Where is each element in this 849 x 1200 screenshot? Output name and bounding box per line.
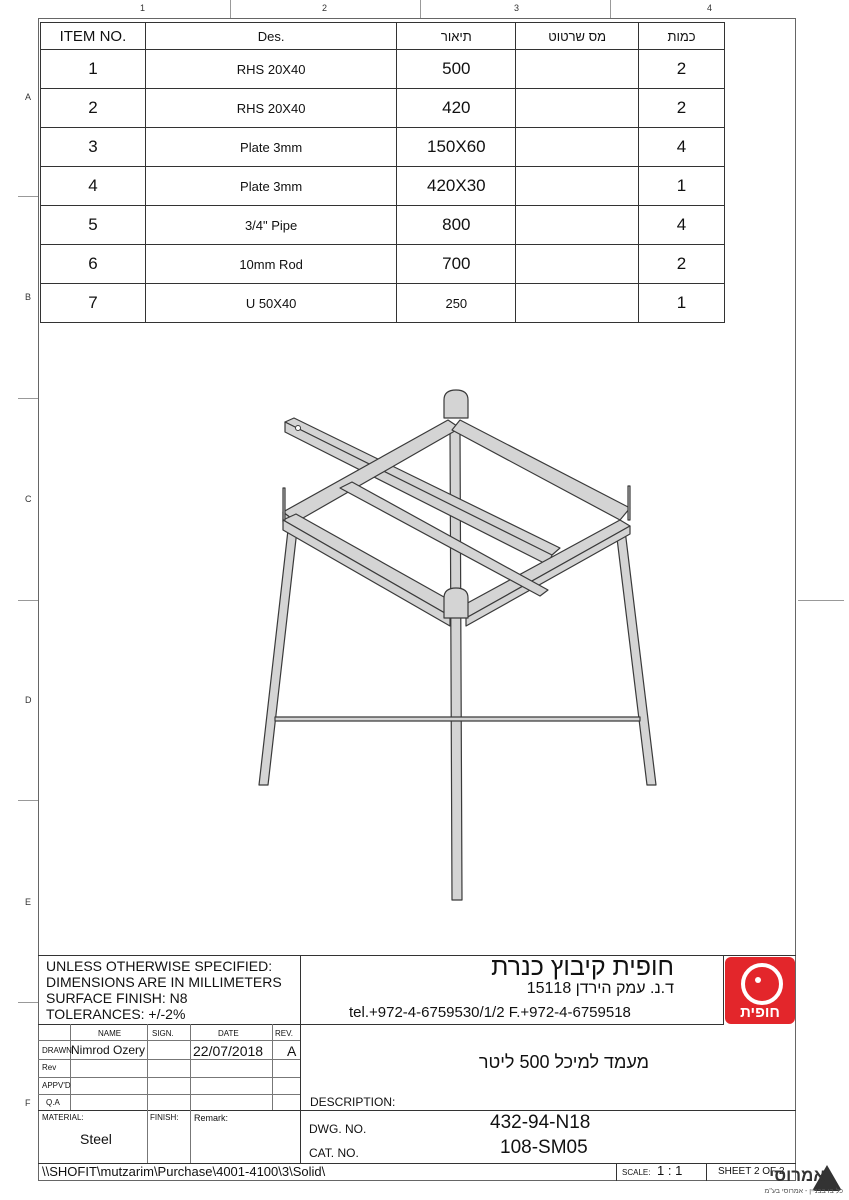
sig-label-rev: Rev — [42, 1063, 57, 1072]
frame-rail — [452, 420, 630, 520]
sig-header-rev: REV. — [275, 1029, 293, 1038]
drawn-by-name: Nimrod Ozery — [71, 1043, 146, 1057]
finish-label: FINISH: — [150, 1113, 179, 1122]
description-label: DESCRIPTION: — [310, 1095, 396, 1109]
zone-row-e: E — [25, 897, 32, 907]
bom-description: 700 — [397, 245, 516, 284]
bom-qty: 1 — [639, 167, 725, 206]
tb-line — [70, 1024, 71, 1110]
bom-description: 150X60 — [397, 128, 516, 167]
sig-label-qa: Q.A — [46, 1098, 60, 1107]
cat-no-label: CAT. NO. — [309, 1146, 359, 1160]
corner-plate — [444, 390, 468, 418]
bom-item-no: 4 — [41, 167, 146, 206]
company-name: חופית קיבוץ כנרת — [491, 953, 674, 981]
bom-des: RHS 20X40 — [145, 50, 397, 89]
bom-description: 500 — [397, 50, 516, 89]
tb-line — [38, 1040, 300, 1041]
tb-line — [38, 955, 796, 956]
bom-header-quantity: כמות — [639, 23, 725, 50]
logo-text: חופית — [740, 1004, 780, 1021]
sig-header-sign: SIGN. — [152, 1029, 174, 1038]
material-value: Steel — [80, 1131, 112, 1147]
scale-value: 1 : 1 — [657, 1163, 683, 1178]
tb-line — [190, 1024, 191, 1163]
dwg-no-label: DWG. NO. — [309, 1122, 367, 1136]
bom-item-no: 3 — [41, 128, 146, 167]
bom-des: 10mm Rod — [145, 245, 397, 284]
sheet-number: SHEET 2 OF 2 — [718, 1166, 785, 1177]
bom-item-no: 2 — [41, 89, 146, 128]
drawing-title: מעמד למיכל 500 ליטר — [478, 1052, 649, 1072]
tb-line — [272, 1024, 273, 1110]
logo-ring-icon — [741, 963, 783, 1005]
bom-qty: 2 — [639, 89, 725, 128]
bom-item-no: 6 — [41, 245, 146, 284]
bom-header-drawing-no: מס שרטוט — [516, 23, 639, 50]
zone-row-b: B — [25, 292, 32, 302]
tb-line — [706, 1163, 707, 1181]
bom-des: Plate 3mm — [145, 167, 397, 206]
right-leg — [616, 530, 656, 785]
bom-des: Plate 3mm — [145, 128, 397, 167]
tb-line — [300, 955, 301, 1163]
tb-line — [38, 1059, 300, 1060]
zone-row-a: A — [25, 92, 32, 102]
cat-no-value: 108-SM05 — [500, 1137, 588, 1158]
tb-line — [616, 1163, 617, 1181]
frame-rail-side — [466, 526, 630, 626]
logo-dot-icon — [755, 977, 761, 983]
file-path: \\SHOFIT\mutzarim\Purchase\4001-4100\3\Solid\ — [42, 1164, 326, 1179]
watermark-tagline: כל בו בבניין - אמרוסי בע"מ — [764, 1188, 843, 1195]
sig-label-approved: APPV'D — [42, 1081, 71, 1090]
bom-qty: 4 — [639, 206, 725, 245]
sig-header-name: NAME — [98, 1029, 122, 1038]
corner-upright — [283, 488, 285, 520]
drawn-rev: A — [287, 1043, 297, 1059]
bom-des: RHS 20X40 — [145, 89, 397, 128]
zone-row-f: F — [25, 1098, 31, 1108]
scale-label: SCALE: — [622, 1168, 651, 1177]
company-logo — [725, 957, 795, 1024]
tb-line — [38, 1024, 723, 1025]
tb-line — [147, 1024, 148, 1163]
zone-col-3: 3 — [514, 3, 520, 13]
bolt-hole — [296, 426, 301, 431]
company-address: ד.נ. עמק הירדן 15118 — [526, 980, 674, 997]
zone-row-d: D — [25, 695, 32, 705]
material-label: MATERIAL: — [42, 1113, 84, 1122]
cross-rod — [275, 717, 640, 721]
dwg-no-value: 432-94-N18 — [490, 1112, 591, 1133]
bom-qty: 2 — [639, 50, 725, 89]
bom-des: U 50X40 — [145, 284, 397, 323]
corner-upright — [628, 486, 630, 520]
spec-line: TOLERANCES: +/-2% — [46, 1006, 186, 1022]
bom-item-no: 1 — [41, 50, 146, 89]
bom-description: 420X30 — [397, 167, 516, 206]
frame-rail-side — [283, 520, 450, 626]
spec-line: SURFACE FINISH: N8 — [46, 990, 188, 1006]
tb-line — [723, 955, 724, 1025]
bom-qty: 1 — [639, 284, 725, 323]
bom-description: 800 — [397, 206, 516, 245]
zone-col-1: 1 — [140, 3, 146, 13]
watermark-brand: אמרוסי — [769, 1166, 825, 1185]
company-phone: tel.+972-4-6759530/1/2 F.+972-4-6759518 — [349, 1004, 631, 1021]
bom-description: 420 — [397, 89, 516, 128]
zone-col-2: 2 — [322, 3, 328, 13]
general-notes — [46, 958, 282, 1022]
bom-header-item: ITEM NO. — [41, 23, 146, 50]
sig-label-drawn: DRAWN — [42, 1046, 72, 1055]
bom-item-no: 7 — [41, 284, 146, 323]
bom-header-description: תיאור — [397, 23, 516, 50]
bom-item-no: 5 — [41, 206, 146, 245]
sig-header-date: DATE — [218, 1029, 239, 1038]
bom-des: 3/4" Pipe — [145, 206, 397, 245]
bom-header-des: Des. — [145, 23, 397, 50]
zone-row-c: C — [25, 494, 32, 504]
bom-qty: 4 — [639, 128, 725, 167]
zone-col-4: 4 — [707, 3, 713, 13]
left-leg — [259, 530, 297, 785]
spec-line: DIMENSIONS ARE IN MILLIMETERS — [46, 974, 282, 990]
tb-line — [38, 1077, 300, 1078]
corner-plate — [444, 588, 468, 618]
spec-line: UNLESS OTHERWISE SPECIFIED: — [46, 958, 273, 974]
drawn-date: 22/07/2018 — [193, 1043, 264, 1059]
remark-label: Remark: — [194, 1113, 229, 1123]
bom-qty: 2 — [639, 245, 725, 284]
tb-line — [38, 1094, 300, 1095]
tb-line — [38, 1110, 796, 1111]
bom-description: 250 — [397, 284, 516, 323]
